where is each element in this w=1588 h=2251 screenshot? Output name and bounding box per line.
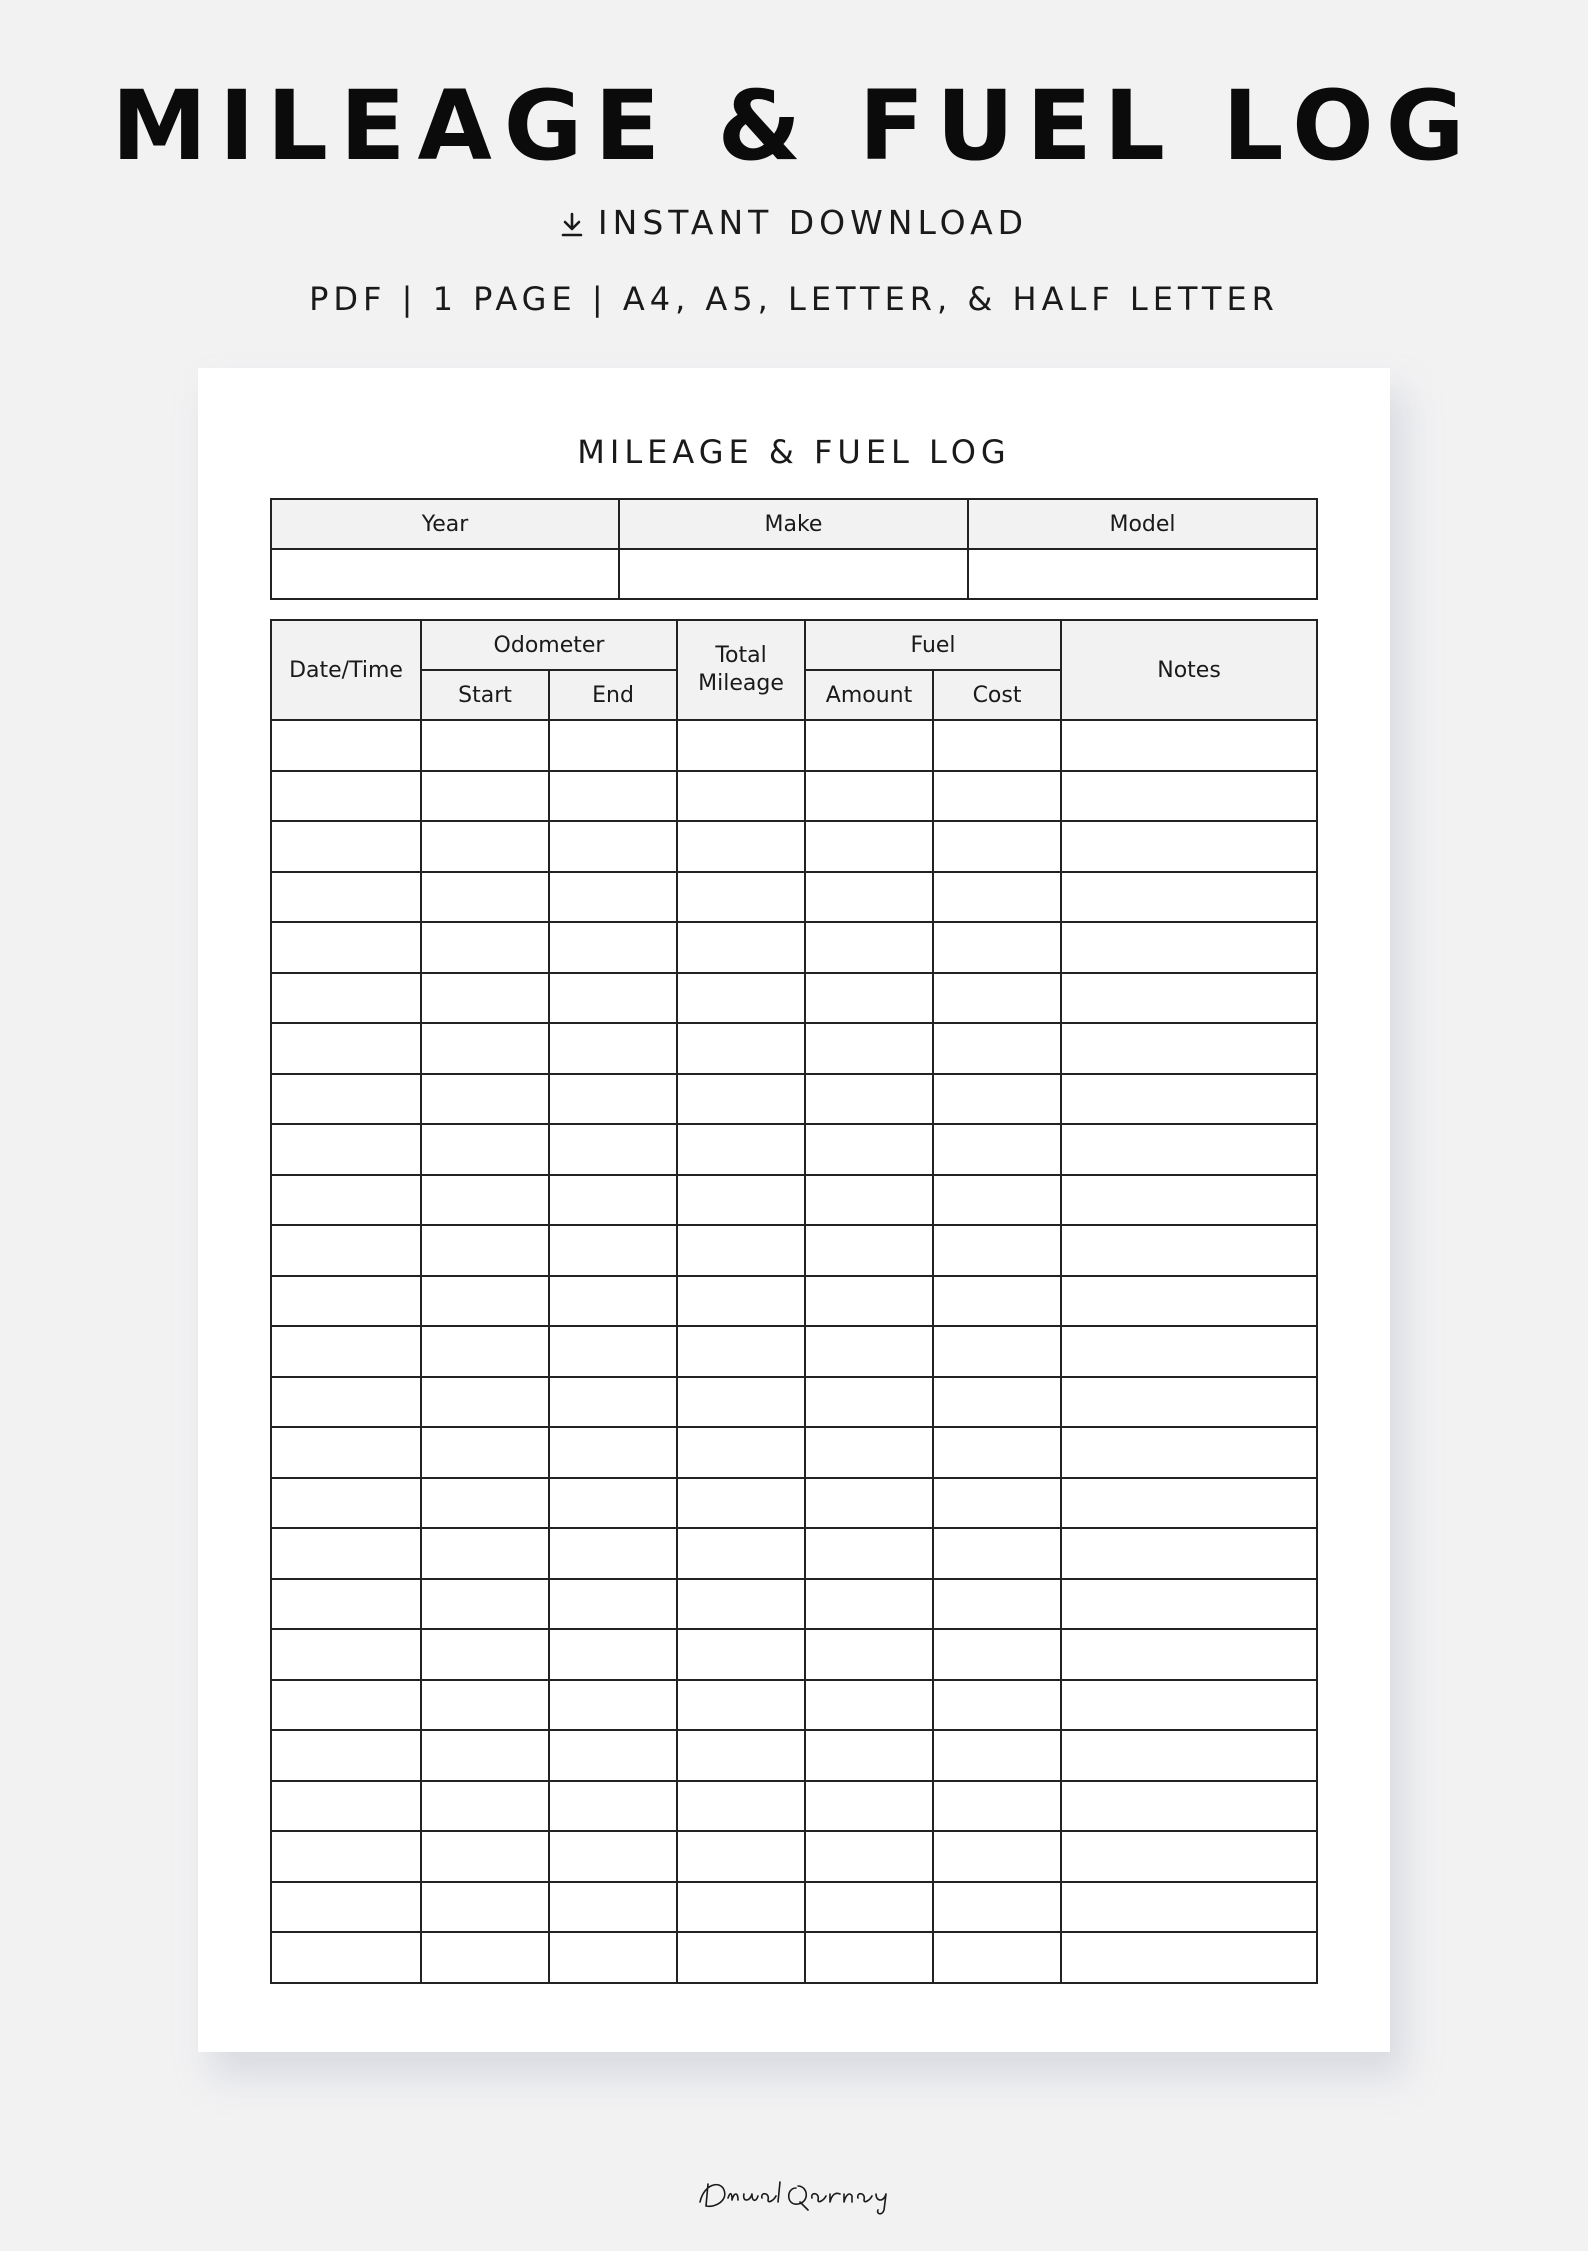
- cell-notes[interactable]: [1061, 771, 1317, 822]
- header-date-time: Date/Time: [271, 620, 421, 720]
- cell-date-time[interactable]: [271, 821, 421, 872]
- table-row: [271, 1781, 1317, 1832]
- cell-odometer-start[interactable]: [421, 872, 549, 923]
- cell-odometer-start[interactable]: [421, 1629, 549, 1680]
- cell-total-mileage[interactable]: [677, 1225, 805, 1276]
- cell-notes[interactable]: [1061, 1932, 1317, 1983]
- cell-total-mileage[interactable]: [677, 973, 805, 1024]
- cell-fuel-cost[interactable]: [933, 973, 1061, 1024]
- cell-odometer-end[interactable]: [549, 1680, 677, 1731]
- cell-fuel-amount[interactable]: [805, 771, 933, 822]
- cell-odometer-end[interactable]: [549, 1932, 677, 1983]
- cell-odometer-start[interactable]: [421, 1528, 549, 1579]
- cell-fuel-amount[interactable]: [805, 1225, 933, 1276]
- table-row: [271, 1427, 1317, 1478]
- table-row: [271, 1882, 1317, 1933]
- cell-odometer-start[interactable]: [421, 1023, 549, 1074]
- cell-notes[interactable]: [1061, 1579, 1317, 1630]
- cell-fuel-cost[interactable]: [933, 872, 1061, 923]
- cell-notes[interactable]: [1061, 1882, 1317, 1933]
- cell-date-time[interactable]: [271, 1932, 421, 1983]
- table-row: [271, 1932, 1317, 1983]
- cell-odometer-start[interactable]: [421, 1882, 549, 1933]
- cell-odometer-end[interactable]: [549, 1326, 677, 1377]
- cell-notes[interactable]: [1061, 1629, 1317, 1680]
- cell-total-mileage[interactable]: [677, 1377, 805, 1428]
- cell-fuel-cost[interactable]: [933, 720, 1061, 771]
- cell-odometer-start[interactable]: [421, 1225, 549, 1276]
- cell-odometer-start[interactable]: [421, 973, 549, 1024]
- cell-fuel-amount[interactable]: [805, 1781, 933, 1832]
- cell-notes[interactable]: [1061, 821, 1317, 872]
- cell-odometer-end[interactable]: [549, 1276, 677, 1327]
- cell-date-time[interactable]: [271, 1225, 421, 1276]
- cell-fuel-cost[interactable]: [933, 1478, 1061, 1529]
- table-row: [271, 1225, 1317, 1276]
- cell-total-mileage[interactable]: [677, 1276, 805, 1327]
- cell-odometer-end[interactable]: [549, 720, 677, 771]
- cell-notes[interactable]: [1061, 1276, 1317, 1327]
- cell-date-time[interactable]: [271, 720, 421, 771]
- cell-total-mileage[interactable]: [677, 1579, 805, 1630]
- cell-date-time[interactable]: [271, 1680, 421, 1731]
- cell-date-time[interactable]: [271, 1276, 421, 1327]
- cell-odometer-end[interactable]: [549, 1377, 677, 1428]
- vehicle-header-model: Model: [968, 499, 1317, 549]
- signature-logo: [694, 2170, 894, 2220]
- cell-date-time[interactable]: [271, 1427, 421, 1478]
- cell-notes[interactable]: [1061, 1528, 1317, 1579]
- cell-odometer-start[interactable]: [421, 1831, 549, 1882]
- cell-odometer-end[interactable]: [549, 1427, 677, 1478]
- table-row: [271, 1478, 1317, 1529]
- cell-fuel-amount[interactable]: [805, 1175, 933, 1226]
- cell-total-mileage[interactable]: [677, 1831, 805, 1882]
- download-icon: [560, 204, 584, 250]
- vehicle-make-field[interactable]: [619, 549, 968, 599]
- cell-fuel-amount[interactable]: [805, 1680, 933, 1731]
- cell-fuel-cost[interactable]: [933, 1882, 1061, 1933]
- cell-total-mileage[interactable]: [677, 1629, 805, 1680]
- cell-date-time[interactable]: [271, 1579, 421, 1630]
- cell-notes[interactable]: [1061, 1831, 1317, 1882]
- cell-fuel-cost[interactable]: [933, 1680, 1061, 1731]
- cell-total-mileage[interactable]: [677, 1882, 805, 1933]
- cell-date-time[interactable]: [271, 1528, 421, 1579]
- cell-fuel-cost[interactable]: [933, 1427, 1061, 1478]
- cell-fuel-amount[interactable]: [805, 1124, 933, 1175]
- cell-odometer-start[interactable]: [421, 1074, 549, 1125]
- cell-fuel-cost[interactable]: [933, 1276, 1061, 1327]
- cell-fuel-cost[interactable]: [933, 1579, 1061, 1630]
- sheet-title: MILEAGE & FUEL LOG: [577, 433, 1011, 471]
- cell-fuel-amount[interactable]: [805, 1427, 933, 1478]
- cell-total-mileage[interactable]: [677, 771, 805, 822]
- cell-date-time[interactable]: [271, 1781, 421, 1832]
- header-fuel-amount: Amount: [805, 670, 933, 720]
- cell-odometer-start[interactable]: [421, 1326, 549, 1377]
- cell-total-mileage[interactable]: [677, 922, 805, 973]
- vehicle-header-make: Make: [619, 499, 968, 549]
- cell-fuel-cost[interactable]: [933, 1175, 1061, 1226]
- cell-fuel-amount[interactable]: [805, 1882, 933, 1933]
- cell-total-mileage[interactable]: [677, 1124, 805, 1175]
- main-title: MILEAGE & FUEL LOG: [111, 70, 1477, 182]
- cell-date-time[interactable]: [271, 1175, 421, 1226]
- cell-date-time[interactable]: [271, 1074, 421, 1125]
- cell-total-mileage[interactable]: [677, 1781, 805, 1832]
- log-table: [270, 619, 1318, 1984]
- header-notes: Notes: [1061, 620, 1317, 720]
- cell-odometer-end[interactable]: [549, 1730, 677, 1781]
- table-row: [271, 973, 1317, 1024]
- table-row: [271, 821, 1317, 872]
- table-row: [271, 1730, 1317, 1781]
- cell-notes[interactable]: [1061, 872, 1317, 923]
- cell-odometer-end[interactable]: [549, 1124, 677, 1175]
- cell-date-time[interactable]: [271, 922, 421, 973]
- cell-total-mileage[interactable]: [677, 1326, 805, 1377]
- cell-date-time[interactable]: [271, 1326, 421, 1377]
- cell-notes[interactable]: [1061, 1427, 1317, 1478]
- cell-fuel-cost[interactable]: [933, 1528, 1061, 1579]
- log-table-body: [271, 720, 1317, 1983]
- cell-notes[interactable]: [1061, 1074, 1317, 1125]
- cell-odometer-end[interactable]: [549, 973, 677, 1024]
- cell-date-time[interactable]: [271, 1730, 421, 1781]
- cell-date-time[interactable]: [271, 1882, 421, 1933]
- cell-notes[interactable]: [1061, 1680, 1317, 1731]
- cell-odometer-start[interactable]: [421, 922, 549, 973]
- cell-odometer-end[interactable]: [549, 771, 677, 822]
- cell-odometer-start[interactable]: [421, 771, 549, 822]
- cell-odometer-start[interactable]: [421, 1377, 549, 1428]
- cell-total-mileage[interactable]: [677, 1528, 805, 1579]
- cell-odometer-start[interactable]: [421, 1781, 549, 1832]
- table-row: [271, 1124, 1317, 1175]
- cell-total-mileage[interactable]: [677, 1478, 805, 1529]
- table-row: [271, 922, 1317, 973]
- table-row: [271, 1377, 1317, 1428]
- header-odometer-start: Start: [421, 670, 549, 720]
- cell-odometer-end[interactable]: [549, 1478, 677, 1529]
- formats-line: PDF | 1 PAGE | A4, A5, LETTER, & HALF LETTER: [309, 280, 1279, 318]
- instant-download-line: [0, 200, 1588, 250]
- table-row: [271, 1074, 1317, 1125]
- cell-fuel-cost[interactable]: [933, 1730, 1061, 1781]
- cell-odometer-end[interactable]: [549, 922, 677, 973]
- cell-fuel-amount[interactable]: [805, 973, 933, 1024]
- cell-odometer-end[interactable]: [549, 821, 677, 872]
- cell-date-time[interactable]: [271, 771, 421, 822]
- cell-total-mileage[interactable]: [677, 1175, 805, 1226]
- cell-fuel-amount[interactable]: [805, 1478, 933, 1529]
- cell-odometer-start[interactable]: [421, 1932, 549, 1983]
- cell-date-time[interactable]: [271, 973, 421, 1024]
- cell-fuel-cost[interactable]: [933, 821, 1061, 872]
- header-fuel: Fuel: [805, 620, 1061, 670]
- cell-fuel-cost[interactable]: [933, 922, 1061, 973]
- cell-fuel-amount[interactable]: [805, 1932, 933, 1983]
- instant-download-text: INSTANT DOWNLOAD: [597, 203, 1029, 242]
- cell-odometer-end[interactable]: [549, 1175, 677, 1226]
- cell-notes[interactable]: [1061, 973, 1317, 1024]
- header-total-mileage: [677, 620, 805, 720]
- cell-fuel-amount[interactable]: [805, 1074, 933, 1125]
- cell-odometer-end[interactable]: [549, 872, 677, 923]
- cell-fuel-amount[interactable]: [805, 922, 933, 973]
- table-row: [271, 771, 1317, 822]
- cell-odometer-start[interactable]: [421, 1579, 549, 1630]
- header-odometer-end: End: [549, 670, 677, 720]
- cell-date-time[interactable]: [271, 1023, 421, 1074]
- cell-fuel-cost[interactable]: [933, 1932, 1061, 1983]
- cell-fuel-amount[interactable]: [805, 821, 933, 872]
- cell-fuel-amount[interactable]: [805, 1831, 933, 1882]
- cell-odometer-start[interactable]: [421, 1175, 549, 1226]
- cell-fuel-cost[interactable]: [933, 1629, 1061, 1680]
- cell-notes[interactable]: [1061, 1326, 1317, 1377]
- cell-total-mileage[interactable]: [677, 720, 805, 771]
- cell-fuel-cost[interactable]: [933, 771, 1061, 822]
- cell-fuel-cost[interactable]: [933, 1225, 1061, 1276]
- table-row: [271, 1023, 1317, 1074]
- cell-odometer-end[interactable]: [549, 1781, 677, 1832]
- cell-fuel-amount[interactable]: [805, 1023, 933, 1074]
- cell-total-mileage[interactable]: [677, 872, 805, 923]
- cell-notes[interactable]: [1061, 1478, 1317, 1529]
- cell-odometer-start[interactable]: [421, 1730, 549, 1781]
- cell-fuel-amount[interactable]: [805, 1276, 933, 1327]
- cell-notes[interactable]: [1061, 1225, 1317, 1276]
- vehicle-header-year: Year: [271, 499, 619, 549]
- cell-notes[interactable]: [1061, 1023, 1317, 1074]
- table-row: [271, 1528, 1317, 1579]
- cell-fuel-amount[interactable]: [805, 1528, 933, 1579]
- cell-fuel-amount[interactable]: [805, 872, 933, 923]
- cell-odometer-end[interactable]: [549, 1528, 677, 1579]
- cell-fuel-amount[interactable]: [805, 1579, 933, 1630]
- header-total-mileage-text: Total Mileage: [698, 643, 784, 696]
- cell-odometer-start[interactable]: [421, 1478, 549, 1529]
- vehicle-year-field[interactable]: [271, 549, 619, 599]
- cell-fuel-cost[interactable]: [933, 1023, 1061, 1074]
- cell-notes[interactable]: [1061, 1781, 1317, 1832]
- cell-notes[interactable]: [1061, 720, 1317, 771]
- cell-total-mileage[interactable]: [677, 1074, 805, 1125]
- printable-sheet: [198, 368, 1390, 2052]
- cell-fuel-cost[interactable]: [933, 1074, 1061, 1125]
- header-fuel-cost: Cost: [933, 670, 1061, 720]
- cell-fuel-cost[interactable]: [933, 1377, 1061, 1428]
- cell-date-time[interactable]: [271, 872, 421, 923]
- header-odometer: Odometer: [421, 620, 677, 670]
- cell-odometer-start[interactable]: [421, 1124, 549, 1175]
- cell-odometer-end[interactable]: [549, 1831, 677, 1882]
- cell-fuel-amount[interactable]: [805, 720, 933, 771]
- cell-total-mileage[interactable]: [677, 1427, 805, 1478]
- cell-date-time[interactable]: [271, 1124, 421, 1175]
- table-row: [271, 1276, 1317, 1327]
- cell-odometer-start[interactable]: [421, 821, 549, 872]
- cell-fuel-amount[interactable]: [805, 1730, 933, 1781]
- cell-notes[interactable]: [1061, 1730, 1317, 1781]
- cell-odometer-start[interactable]: [421, 1427, 549, 1478]
- table-row: [271, 720, 1317, 771]
- cell-fuel-cost[interactable]: [933, 1124, 1061, 1175]
- cell-odometer-start[interactable]: [421, 720, 549, 771]
- signature: [694, 2170, 894, 2224]
- cell-date-time[interactable]: [271, 1831, 421, 1882]
- cell-date-time[interactable]: [271, 1478, 421, 1529]
- cell-fuel-amount[interactable]: [805, 1326, 933, 1377]
- cell-notes[interactable]: [1061, 922, 1317, 973]
- cell-odometer-end[interactable]: [549, 1629, 677, 1680]
- cell-total-mileage[interactable]: [677, 1023, 805, 1074]
- cell-fuel-amount[interactable]: [805, 1629, 933, 1680]
- vehicle-table: [270, 498, 1318, 600]
- table-row: [271, 1579, 1317, 1630]
- cell-notes[interactable]: [1061, 1175, 1317, 1226]
- table-row: [271, 1680, 1317, 1731]
- cell-total-mileage[interactable]: [677, 1730, 805, 1781]
- vehicle-model-field[interactable]: [968, 549, 1317, 599]
- cell-fuel-cost[interactable]: [933, 1831, 1061, 1882]
- table-row: [271, 1831, 1317, 1882]
- cell-fuel-amount[interactable]: [805, 1377, 933, 1428]
- cell-odometer-end[interactable]: [549, 1882, 677, 1933]
- table-row: [271, 1629, 1317, 1680]
- cell-total-mileage[interactable]: [677, 1932, 805, 1983]
- cell-total-mileage[interactable]: [677, 1680, 805, 1731]
- table-row: [271, 872, 1317, 923]
- cell-odometer-start[interactable]: [421, 1276, 549, 1327]
- cell-odometer-end[interactable]: [549, 1225, 677, 1276]
- cell-odometer-end[interactable]: [549, 1074, 677, 1125]
- cell-fuel-cost[interactable]: [933, 1326, 1061, 1377]
- cell-date-time[interactable]: [271, 1629, 421, 1680]
- cell-odometer-end[interactable]: [549, 1579, 677, 1630]
- cell-odometer-end[interactable]: [549, 1023, 677, 1074]
- cell-total-mileage[interactable]: [677, 821, 805, 872]
- cell-notes[interactable]: [1061, 1124, 1317, 1175]
- cell-date-time[interactable]: [271, 1377, 421, 1428]
- cell-notes[interactable]: [1061, 1377, 1317, 1428]
- table-row: [271, 1326, 1317, 1377]
- cell-fuel-cost[interactable]: [933, 1781, 1061, 1832]
- table-row: [271, 1175, 1317, 1226]
- cell-odometer-start[interactable]: [421, 1680, 549, 1731]
